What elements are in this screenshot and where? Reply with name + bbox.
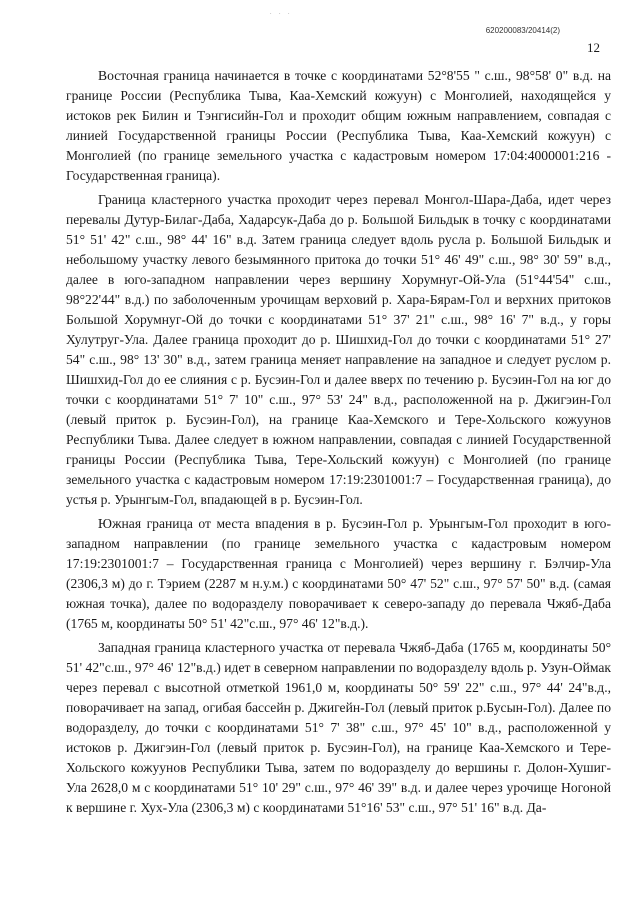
paragraph-western-border: Западная граница кластерного участка от перевала Чжяб-Даба (1765 м, координаты 50° 51' 42"с.ш., 97° 46' 12"в.д.) идет в северном направлении по водоразделу вдоль р. Узун-Оймак через перевал с высотной отметкой 1961,0 м, координаты 50° 59' 22" с.ш., 97° 44' 24"в.д., поворачивает на запад, огибая бассейн р. Джигейн-Гол (левый приток р.Бусын-Гол). Далее по водоразделу, до точки с координатами 51° 7' 38" с.ш., 97° 45' 10" в.д., расположенной у истоков р. Джигэин-Гол (левый приток р. Бусэин-Гол), на границе Каа-Хемского и Тере-Хольского кожуунов Республики Тыва, затем по водоразделу до вершины г. Долон-Хушиг-Ула 2628,0 м с координатами 51° 10' 29" с.ш., 97° 46' 39" в.д. и далее через урочище Ногоной к вершине г. Хух-Ула (2306,3 м) с координатами 51°16' 53" с.ш., 97° 51' 16" в.д. Да- bbox=[66, 640, 611, 815]
scan-mark: . . . bbox=[270, 10, 293, 16]
document-code: 620200083/20414(2) bbox=[485, 26, 560, 35]
paragraph-southern-border: Южная граница от места впадения в р. Бусэин-Гол р. Урынгым-Гол проходит в юго-западном направлении (по границе земельного участка с кадастровым номером 17:19:2301001:7 – Государственная граница с Монголией) через вершину г. Бэлчир-Ула (2306,3 м) до г. Тэрием (2287 м н.у.м.) с координатами 50° 47' 52" с.ш., 97° 57' 50" в.д. (самая южная точка), далее по водоразделу поворачивает к северо-западу до перевала Чжяб-Даба (1765 м, координаты 50° 51' 42"с.ш., 97° 46' 12"в.д.). bbox=[66, 516, 611, 631]
document-body bbox=[66, 66, 611, 822]
page-number: 12 bbox=[587, 40, 600, 55]
paragraph-eastern-border: Восточная граница начинается в точке с координатами 52°8'55 " с.ш., 98°58' 0" в.д. на границе России (Республика Тыва, Каа-Хемский кожуун) с Монголией, находящейся у истоков рек Билин и Тэнгисийн-Гол и проходит общим южным направлением, совпадая с линией Государственной границы России (Республика Тыва, Каа-Хемский кожуун) с Монголией (по границе земельного участка с кадастровым номером 17:04:4000001:216 - Государственная граница). bbox=[66, 68, 611, 183]
paragraph-cluster-border: Граница кластерного участка проходит через перевал Монгол-Шара-Даба, идет через перевалы Дутур-Билаг-Даба, Хадарсук-Даба до р. Большой Бильдык в точку с координатами 51° 51' 42" с.ш., 98° 44' 16" в.д. Затем граница следует вдоль русла р. Большой Бильдык и небольшому участку левого безымянного притока до точки 51° 46' 49" с.ш., 98° 30' 59" в.д., далее в юго-западном направлении через вершину Хорумнуг-Ой-Ула (51°44'54" с.ш., 98°22'44" в.д.) по заболоченным урочищам верховий р. Хара-Бярам-Гол и верхних притоков Большой Хорумнуг-Ой до точки с координатами 51° 37' 21" с.ш., 98° 16' 7" в.д., у горы Хулутруг-Ула. Далее граница проходит до р. Шишхид-Гол до точки с координатами 51° 27' 54" с.ш., 98° 13' 30" в.д., затем граница меняет направление на западное и следует руслом р. Шишхид-Гол до ее слияния с р. Бусэин-Гол и далее вверх по течению р. Бусэин-Гол на юг до точки с координатами 51° 7' 10" с.ш., 97° 53' 24" в.д., расположенной на р. Джигэин-Гол (левый приток р. Бусэин-Гол), на границе Каа-Хемского и Тере-Хольского кожуунов Республики Тыва. Далее следует в южном направлении, совпадая с линией Государственной границы России (Республика Тыва, Тере-Хольский кожуун) с Монголией (по границе земельного участка с кадастровым номером 17:19:2301001:7 – Государственная граница), до устья р. Урынгым-Гол, впадающей в р. Бусэин-Гол. bbox=[66, 192, 611, 507]
